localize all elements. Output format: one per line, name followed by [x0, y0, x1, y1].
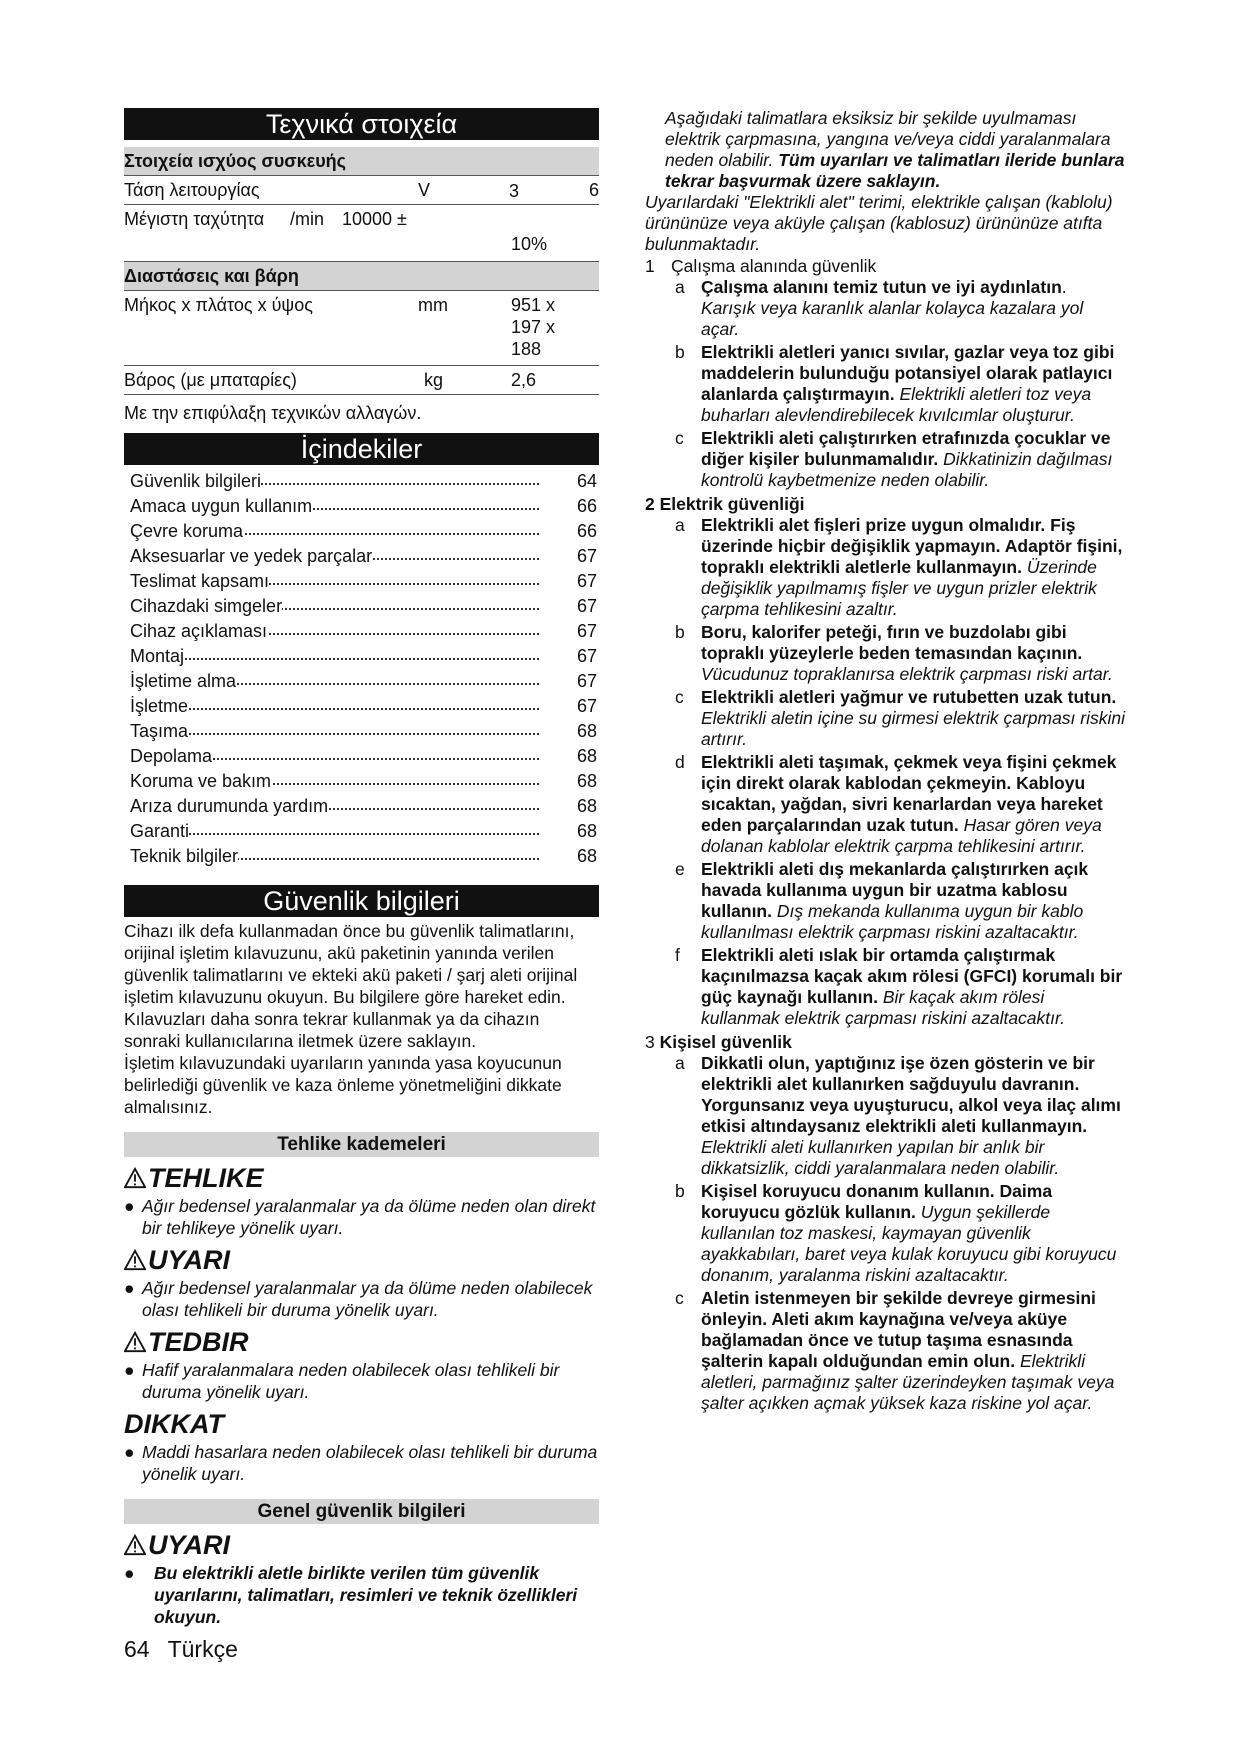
right-column: [645, 108, 1125, 1416]
section-2-items: [645, 515, 1125, 1029]
safety-item-s2-a: [645, 515, 1125, 620]
section-2-title: Elektrik güvenliği: [659, 494, 805, 514]
item-instruction: Elektrikli aleti dış mekanlarda çalıştırırken açık havada kullanıma uygun bir uzatma kablosu kullanın.: [701, 859, 1089, 921]
toc-item-title: Depolama: [130, 746, 213, 766]
item-instruction-tail: .: [1061, 277, 1067, 297]
danger-text: [124, 1195, 599, 1239]
toc-item: [124, 821, 599, 846]
safety-item-s2-c: [645, 687, 1125, 750]
safety-item-s1-c: [645, 428, 1125, 491]
section-3-number: 3: [645, 1032, 655, 1052]
toc-item-page: 68: [576, 721, 597, 741]
danger-text-content: Ağır bedensel yaralanmalar ya da ölüme neden olan direkt bir tehlikeye yönelik uyarı.: [142, 1196, 596, 1238]
warning-triangle-icon: [124, 1249, 146, 1271]
safety-item-s2-f: [645, 945, 1125, 1029]
item-instruction: Elektrikli aleti taşımak, çekmek veya fişini çekmek için direkt olarak kablodan çekmeyin. Kabloyu sıcaktan, yağdan, sivri kenarlardan veya hareket eden parçalarından uzak tutun.: [701, 752, 1117, 835]
item-explanation: Elektrikli aletleri toz veya buharları alevlendirebilecek kıvılcımlar oluşturur.: [701, 384, 1092, 425]
notice-heading: DIKKAT: [124, 1409, 224, 1439]
bullet: ●: [124, 1563, 135, 1583]
notice-text: [124, 1441, 599, 1485]
table-of-contents: [124, 471, 599, 871]
item-letter: f: [675, 945, 680, 965]
toc-item: [124, 696, 599, 721]
warning-heading-label: UYARI: [148, 1245, 231, 1275]
intro-definition: [645, 192, 1125, 255]
voltage-row: [124, 176, 599, 205]
toc-item-title: Cihazdaki simgeler: [130, 596, 283, 616]
toc-title: İçindekiler: [124, 433, 599, 465]
toc-item-title: İşletime alma: [130, 671, 237, 691]
item-letter: a: [675, 277, 685, 297]
item-instruction: Elektrikli aleti çalıştırırken etrafınızda çocuklar ve diğer kişiler bulunmamalıdır.: [701, 428, 1111, 469]
toc-item: [124, 671, 599, 696]
voltage-label: Τάση λειτουργίας: [124, 180, 260, 200]
safety-item-s1-a: [645, 277, 1125, 340]
danger-levels-heading: Tehlike kademeleri: [124, 1132, 599, 1157]
warning-text: [124, 1277, 599, 1321]
caution-text: [124, 1359, 599, 1403]
safety-item-s2-d: [645, 752, 1125, 857]
toc-leader-dots: [134, 833, 539, 835]
general-safety-heading: Genel güvenlik bilgileri: [124, 1499, 599, 1524]
section-3-items: [645, 1053, 1125, 1414]
notice-text-content: Maddi hasarlara neden olabilecek olası tehlikeli bir duruma yönelik uyarı.: [142, 1442, 598, 1484]
item-explanation: Elektrikli aletleri, parmağınız şalter üzerindeyken taşımak veya şalter açıkken açmak yüksek kaza riskine yol açar.: [701, 1351, 1115, 1413]
safety-intro-2: İşletim kılavuzundaki uyarıların yanında yasa koyucunun belirlediği güvenlik ve kaza önleme yönetmeliğini dikkate almalısınız.: [124, 1053, 562, 1117]
safety-item-s2-b: [645, 622, 1125, 685]
toc-item: [124, 596, 599, 621]
dimensions-height: 188: [511, 339, 542, 359]
item-explanation: Hasar gören veya dolanan kablolar elektrik çarpma tehlikesini artırır.: [701, 815, 1102, 856]
safety-title: Güvenlik bilgileri: [124, 885, 599, 917]
weight-value: 2,6: [511, 370, 537, 390]
speed-unit: /min: [290, 209, 325, 229]
safety-item-s3-c: [645, 1288, 1125, 1414]
weight-unit: kg: [424, 370, 444, 390]
item-explanation: Elektrikli aletin içine su girmesi elektrik çarpması riskini artırır.: [701, 708, 1126, 749]
section-1-title: Çalışma alanında güvenlik: [671, 256, 877, 276]
item-letter: b: [675, 1181, 685, 1201]
item-instruction: Kişisel koruyucu donanım kullanın. Daima koruyucu gözlük kullanın.: [701, 1181, 1053, 1222]
toc-leader-dots: [134, 658, 539, 660]
item-explanation: Dikkatinizin dağılması kontrolü kaybetmenize neden olabilir.: [701, 449, 1113, 490]
caution-heading: [124, 1327, 599, 1357]
toc-item: [124, 521, 599, 546]
toc-item-page: 68: [576, 846, 597, 866]
toc-item-title: Teknik bilgiler: [130, 846, 239, 866]
item-instruction: Aletin istenmeyen bir şekilde devreye girmesini önleyin. Aleti akım kaynağına ve/veya aküye bağlamadan önce ve tutup taşıma esnasında şalterin kapalı olduğundan emin olun.: [701, 1288, 1096, 1371]
item-explanation: Karışık veya karanlık alanlar kolayca kazalara yol açar.: [701, 298, 1084, 339]
toc-item-page: 67: [576, 596, 597, 616]
item-instruction: Elektrikli aletleri yanıcı sıvılar, gazlar veya toz gibi maddelerin bulunduğu potansiyel olarak patlayıcı alanlarda çalıştırmayın.: [701, 342, 1115, 404]
toc-item-page: 67: [576, 646, 597, 666]
toc-item: [124, 771, 599, 796]
toc-item-page: 66: [576, 496, 597, 516]
item-explanation: Bir kaçak akım rölesi kullanmak elektrik çarpması riskini azaltacaktır.: [701, 987, 1066, 1028]
safety-item-s2-e: [645, 859, 1125, 943]
page-footer: [124, 1636, 256, 1663]
toc-leader-dots: [134, 733, 539, 735]
dimensions-section-heading: Διαστάσεις και βάρη: [124, 262, 599, 291]
general-warning-text: [124, 1562, 599, 1628]
spec-note: Με την επιφύλαξη τεχνικών αλλαγών.: [124, 403, 422, 423]
section-3-heading: [645, 1031, 1125, 1053]
dimensions-row: [124, 291, 599, 366]
toc-item: [124, 546, 599, 571]
dimensions-label: Μήκος x πλάτος x ύψος: [124, 295, 313, 315]
power-section-heading: Στοιχεία ισχύος συσκευής: [124, 147, 599, 176]
bullet: ●: [124, 1442, 135, 1462]
danger-heading: [124, 1163, 599, 1193]
item-letter: c: [675, 1288, 684, 1308]
footer-language: Türkçe: [167, 1636, 238, 1662]
toc-item-page: 67: [576, 696, 597, 716]
item-instruction: Elektrikli aletleri yağmur ve rutubetten uzak tutun.: [701, 687, 1117, 707]
item-letter: b: [675, 622, 685, 642]
toc-item: [124, 496, 599, 521]
safety-intro-1: Cihazı ilk defa kullanmadan önce bu güvenlik talimatlarını, orijinal işletim kılavuzunu, akü paketinin yanında verilen güvenlik talimatlarını ve ekteki akü paketi / şarj aleti orijinal işletim kılavuzunu okuyun. Bu bilgilere göre hareket edin. Kılavuzları daha sonra tekrar kullanmak ya da cihazın sonraki kullanıcılarına iletmek üzere saklayın.: [124, 921, 578, 1051]
section-2-heading: [645, 493, 1125, 515]
item-letter: d: [675, 752, 685, 772]
warning-triangle-icon: [124, 1167, 146, 1189]
toc-item: [124, 721, 599, 746]
toc-item-title: Montaj: [130, 646, 185, 666]
item-instruction: Elektrikli aleti ıslak bir ortamda çalıştırmak kaçınılmazsa kaçak akım rölesi (GFCI) korumalı bir güç kaynağı kullanın.: [701, 945, 1123, 1007]
toc-item-page: 67: [576, 546, 597, 566]
toc-item-page: 66: [576, 521, 597, 541]
bullet: ●: [124, 1278, 135, 1298]
voltage-value-2: 6: [589, 180, 600, 200]
item-explanation: Elektrikli aleti kullanırken yapılan bir anlık bir dikkatsizlik, ciddi yaralanmalara neden olabilir.: [701, 1137, 1060, 1178]
section-1-heading: [645, 255, 1125, 277]
toc-item-title: Koruma ve bakım: [130, 771, 272, 791]
weight-label: Βάρος (με μπαταρίες): [124, 370, 297, 390]
toc-item-title: Aksesuarlar ve yedek parçalar: [130, 546, 373, 566]
item-instruction: Dikkatli olun, yaptığınız işe özen gösterin ve bir elektrikli alet kullanırken sağduyulu davranın. Yorgunsanız veya uyuşturucu, alkol veya ilaç alımı etkisi altındaysanız elektrikli aleti kullanmayın.: [701, 1053, 1121, 1136]
toc-item-title: Garanti: [130, 821, 190, 841]
speed-value-line2: 10%: [511, 234, 548, 254]
toc-item: [124, 746, 599, 771]
intro-warning-italic: Aşağıdaki talimatlara eksiksiz bir şekilde uyulmaması elektrik çarpmasına, yangına ve/veya ciddi yaralanmalara neden olabilir.: [665, 108, 1111, 170]
safety-item-s1-b: [645, 342, 1125, 426]
dimensions-unit: mm: [418, 295, 448, 315]
toc-item: [124, 796, 599, 821]
speed-row: [124, 205, 599, 262]
intro-warning: [645, 108, 1125, 192]
warning-triangle-icon: [124, 1534, 146, 1556]
toc-item-page: 67: [576, 671, 597, 691]
general-warning-text-content: Bu elektrikli aletle birlikte verilen tüm güvenlik uyarılarını, talimatları, resimleri ve teknik özellikleri okuyun.: [154, 1563, 578, 1627]
item-instruction: Çalışma alanını temiz tutun ve iyi aydınlatın: [701, 277, 1062, 297]
toc-item-title: Arıza durumunda yardım: [130, 796, 329, 816]
toc-item: [124, 646, 599, 671]
dimensions-width: 197 x: [511, 317, 556, 337]
spec-title: Τεχνικά στοιχεία: [124, 108, 599, 140]
dimensions-length: 951 x: [511, 295, 556, 315]
voltage-unit: V: [418, 180, 431, 200]
toc-item: [124, 621, 599, 646]
toc-item-title: Güvenlik bilgileri: [130, 471, 262, 491]
item-explanation: Üzerinde değişiklik yapılmamış fişler ve uygun prizler elektrik çarpma tehlikesini azaltır.: [701, 557, 1097, 619]
toc-item-page: 64: [576, 471, 597, 491]
left-column: [124, 108, 599, 1628]
section-1-number: 1: [645, 256, 655, 276]
toc-item-title: Taşıma: [130, 721, 189, 741]
speed-label: Μέγιστη ταχύτητα: [124, 209, 265, 229]
speed-value: 10000 ±: [342, 209, 407, 229]
toc-item-page: 68: [576, 771, 597, 791]
item-letter: a: [675, 515, 685, 535]
item-letter: c: [675, 687, 684, 707]
toc-item-page: 67: [576, 621, 597, 641]
item-letter: c: [675, 428, 684, 448]
toc-item-title: Cihaz açıklaması: [130, 621, 268, 641]
bullet: ●: [124, 1360, 135, 1380]
item-instruction: Elektrikli alet fişleri prize uygun olmalıdır. Fiş üzerinde hiçbir değişiklik yapmayın. Adaptör fişini, topraklı elektrikli aletlerle kullanmayın.: [701, 515, 1123, 577]
item-explanation: Uygun şekillerde kullanılan toz maskesi, kaymayan güvenlik ayakkabıları, baret veya kulak koruyucu gibi koruyucu donanım, yaralanma riskini azaltacaktır.: [701, 1202, 1117, 1285]
voltage-value: 3: [509, 181, 520, 201]
warning-heading: [124, 1245, 599, 1275]
general-warning-heading-label: UYARI: [148, 1530, 231, 1560]
toc-item: [124, 471, 599, 496]
toc-item-page: 67: [576, 571, 597, 591]
item-instruction: Boru, kalorifer peteği, fırın ve buzdolabı gibi topraklı yüzeylerle beden temasından kaçının.: [701, 622, 1083, 663]
weight-row: [124, 366, 599, 395]
toc-item: [124, 571, 599, 596]
safety-item-s3-a: [645, 1053, 1125, 1179]
toc-item: [124, 846, 599, 871]
warning-text-content: Ağır bedensel yaralanmalar ya da ölüme neden olabilecek olası tehlikeli bir duruma yönelik uyarı.: [142, 1278, 593, 1320]
section-3-title: Kişisel güvenlik: [659, 1032, 792, 1052]
caution-heading-label: TEDBIR: [148, 1327, 249, 1357]
item-letter: b: [675, 342, 685, 362]
section-1-items: [645, 277, 1125, 491]
toc-item-title: İşletme: [130, 696, 189, 716]
intro-warning-bold: Tüm uyarıları ve talimatları ileride bunlara tekrar başvurmak üzere saklayın.: [665, 150, 1125, 191]
toc-item-page: 68: [576, 746, 597, 766]
bullet: ●: [124, 1196, 135, 1216]
toc-item-title: Çevre koruma: [130, 521, 244, 541]
item-letter: e: [675, 859, 685, 879]
toc-item-title: Amaca uygun kullanım: [130, 496, 313, 516]
item-explanation: Vücudunuz topraklanırsa elektrik çarpması riski artar.: [701, 664, 1113, 684]
caution-text-content: Hafif yaralanmalara neden olabilecek olası tehlikeli bir duruma yönelik uyarı.: [142, 1360, 560, 1402]
section-2-number: 2: [645, 494, 655, 514]
page-number: 64: [124, 1636, 150, 1662]
intro-definition-text: Uyarılardaki "Elektrikli alet" terimi, elektrikle çalışan (kablolu) ürününüze veya aküyle çalışan (kablosuz) ürününüze atıfta bulunmaktadır.: [645, 192, 1113, 254]
danger-heading-label: TEHLIKE: [148, 1163, 264, 1193]
warning-triangle-icon: [124, 1331, 146, 1353]
safety-item-s3-b: [645, 1181, 1125, 1286]
toc-item-page: 68: [576, 821, 597, 841]
toc-item-title: Teslimat kapsamı: [130, 571, 270, 591]
item-explanation: Dış mekanda kullanıma uygun bir kablo kullanılması elektrik çarpması riskini azaltacaktır.: [701, 901, 1084, 942]
item-letter: a: [675, 1053, 685, 1073]
toc-item-page: 68: [576, 796, 597, 816]
toc-leader-dots: [134, 708, 539, 710]
general-warning-heading: [124, 1530, 599, 1560]
